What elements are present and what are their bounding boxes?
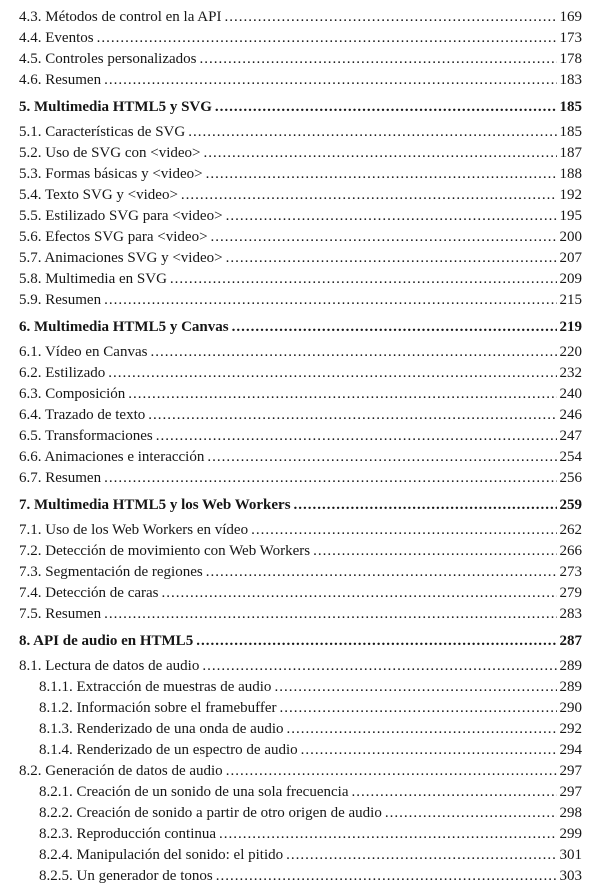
toc-list [19, 7, 582, 887]
toc-entry [19, 495, 582, 516]
toc-entry-label: 5.2. Uso de SVG con <video> [19, 145, 201, 161]
toc-page-number: 273 [559, 564, 582, 580]
toc-page-number: 183 [559, 72, 582, 88]
toc-entry-label: 5. Multimedia HTML5 y SVG [19, 99, 212, 115]
toc-entry [19, 447, 582, 468]
toc-dot-leader [181, 185, 557, 206]
toc-dot-leader [251, 520, 556, 541]
toc-entry-label: 8.2. Generación de datos de audio [19, 763, 223, 779]
toc-entry-label: 8.2.3. Reproducción continua [39, 826, 217, 842]
toc-page-number: 289 [559, 658, 582, 674]
toc-dot-leader [313, 541, 556, 562]
toc-entry-label: 5.5. Estilizado SVG para <video> [19, 208, 223, 224]
toc-page-number: 287 [559, 633, 582, 649]
toc-entry [19, 97, 582, 118]
toc-entry-label: 7. Multimedia HTML5 y los Web Workers [19, 497, 291, 513]
toc-dot-leader [206, 164, 557, 185]
toc-page-number: 178 [559, 51, 582, 67]
toc-page-number: 292 [559, 721, 582, 737]
toc-entry-label: 6.5. Transformaciones [19, 428, 153, 444]
toc-entry [19, 656, 582, 677]
toc-dot-leader [204, 143, 557, 164]
toc-entry [19, 782, 582, 803]
toc-entry-label: 5.4. Texto SVG y <video> [19, 187, 178, 203]
toc-entry [19, 143, 582, 164]
toc-dot-leader [286, 845, 556, 866]
toc-entry-label: 5.7. Animaciones SVG y <video> [19, 250, 223, 266]
toc-entry [19, 70, 582, 91]
toc-entry [19, 761, 582, 782]
toc-dot-leader [97, 28, 557, 49]
toc-page-number: 279 [559, 585, 582, 601]
toc-page-number: 232 [559, 365, 582, 381]
toc-page-number: 294 [559, 742, 582, 758]
toc-entry-label: 5.9. Resumen [19, 292, 102, 308]
toc-page-number: 247 [559, 428, 582, 444]
toc-page-number: 283 [559, 606, 582, 622]
toc-dot-leader [274, 677, 556, 698]
toc-entry-label: 8.2.1. Creación de un sonido de una sola frecuencia [39, 784, 349, 800]
toc-dot-leader [128, 384, 556, 405]
toc-dot-leader [148, 405, 556, 426]
toc-entry-label: 8.1.2. Información sobre el framebuffer [39, 700, 277, 716]
toc-entry [19, 845, 582, 866]
toc-page-number: 207 [559, 250, 582, 266]
toc-entry-label: 7.4. Detección de caras [19, 585, 159, 601]
toc-entry [19, 384, 582, 405]
toc-entry [19, 426, 582, 447]
toc-entry-label: 8.1. Lectura de datos de audio [19, 658, 200, 674]
toc-entry [19, 342, 582, 363]
toc-entry [19, 541, 582, 562]
toc-page-number: 301 [559, 847, 582, 863]
toc-page-number: 262 [559, 522, 582, 538]
toc-entry [19, 631, 582, 652]
toc-page-number: 297 [559, 784, 582, 800]
toc-page-number: 297 [559, 763, 582, 779]
toc-entry-label: 8.2.2. Creación de sonido a partir de otro origen de audio [39, 805, 382, 821]
toc-entry-label: 8.2.5. Un generador de tonos [39, 868, 213, 884]
toc-page-number: 246 [559, 407, 582, 423]
toc-page-number: 299 [559, 826, 582, 842]
toc-dot-leader [104, 468, 556, 489]
toc-entry [19, 468, 582, 489]
toc-dot-leader [202, 656, 556, 677]
toc-dot-leader [162, 583, 557, 604]
toc-entry [19, 740, 582, 761]
toc-entry [19, 206, 582, 227]
toc-entry [19, 677, 582, 698]
toc-entry [19, 164, 582, 185]
toc-entry-label: 5.8. Multimedia en SVG [19, 271, 167, 287]
toc-dot-leader [104, 290, 556, 311]
toc-page-number: 209 [559, 271, 582, 287]
toc-page-number: 169 [559, 9, 582, 25]
toc-page-number: 173 [559, 30, 582, 46]
toc-dot-leader [207, 447, 556, 468]
toc-entry [19, 405, 582, 426]
toc-entry [19, 122, 582, 143]
toc-dot-leader [196, 631, 556, 652]
toc-entry [19, 269, 582, 290]
toc-entry [19, 698, 582, 719]
toc-page-number: 240 [559, 386, 582, 402]
toc-dot-leader [301, 740, 557, 761]
toc-page-number: 254 [559, 449, 582, 465]
toc-entry-label: 8. API de audio en HTML5 [19, 633, 194, 649]
toc-entry-label: 6.7. Resumen [19, 470, 102, 486]
toc-dot-leader [226, 248, 557, 269]
toc-dot-leader [156, 426, 557, 447]
toc-entry-label: 6.3. Composición [19, 386, 126, 402]
toc-entry [19, 28, 582, 49]
toc-dot-leader [232, 317, 557, 338]
toc-page-number: 188 [559, 166, 582, 182]
toc-dot-leader [226, 206, 557, 227]
toc-page-number: 259 [559, 497, 582, 513]
toc-dot-leader [199, 49, 556, 70]
toc-entry [19, 7, 582, 28]
toc-page-number: 185 [559, 124, 582, 140]
toc-dot-leader [219, 824, 556, 845]
toc-entry [19, 49, 582, 70]
toc-entry-label: 6.1. Vídeo en Canvas [19, 344, 148, 360]
toc-page-number: 290 [559, 700, 582, 716]
toc-dot-leader [224, 7, 556, 28]
toc-entry [19, 803, 582, 824]
toc-page-number: 298 [559, 805, 582, 821]
toc-page-number: 266 [559, 543, 582, 559]
toc-entry-label: 7.5. Resumen [19, 606, 102, 622]
toc-entry-label: 5.6. Efectos SVG para <video> [19, 229, 208, 245]
toc-page-number: 289 [559, 679, 582, 695]
toc-entry-label: 4.3. Métodos de control en la API [19, 9, 222, 25]
toc-dot-leader [215, 97, 557, 118]
toc-page-number: 220 [559, 344, 582, 360]
toc-dot-leader [104, 70, 556, 91]
toc-entry-label: 6.6. Animaciones e interacción [19, 449, 205, 465]
toc-entry-label: 8.1.4. Renderizado de un espectro de audio [39, 742, 298, 758]
toc-entry-label: 7.2. Detección de movimiento con Web Workers [19, 543, 311, 559]
toc-entry-label: 4.6. Resumen [19, 72, 102, 88]
toc-entry [19, 866, 582, 887]
toc-page-number: 195 [559, 208, 582, 224]
toc-entry [19, 317, 582, 338]
toc-entry-label: 6.2. Estilizado [19, 365, 106, 381]
toc-dot-leader [351, 782, 556, 803]
toc-entry-label: 8.1.1. Extracción de muestras de audio [39, 679, 272, 695]
toc-page-number: 187 [559, 145, 582, 161]
toc-dot-leader [108, 363, 556, 384]
toc-dot-leader [226, 761, 557, 782]
toc-entry-label: 5.3. Formas básicas y <video> [19, 166, 203, 182]
toc-entry [19, 290, 582, 311]
toc-dot-leader [206, 562, 557, 583]
toc-entry-label: 4.5. Controles personalizados [19, 51, 197, 67]
toc-dot-leader [385, 803, 557, 824]
toc-dot-leader [216, 866, 557, 887]
toc-entry [19, 562, 582, 583]
toc-dot-leader [287, 719, 557, 740]
toc-entry [19, 248, 582, 269]
toc-page-number: 200 [559, 229, 582, 245]
toc-page-number: 185 [559, 99, 582, 115]
toc-dot-leader [170, 269, 557, 290]
toc-entry-label: 8.1.3. Renderizado de una onda de audio [39, 721, 284, 737]
toc-entry [19, 227, 582, 248]
toc-entry-label: 5.1. Características de SVG [19, 124, 186, 140]
toc-entry [19, 185, 582, 206]
toc-entry-label: 6.4. Trazado de texto [19, 407, 146, 423]
toc-page-number: 219 [559, 319, 582, 335]
toc-page-number: 256 [559, 470, 582, 486]
toc-entry-label: 4.4. Eventos [19, 30, 94, 46]
toc-dot-leader [294, 495, 557, 516]
toc-entry [19, 583, 582, 604]
toc-entry-label: 7.3. Segmentación de regiones [19, 564, 203, 580]
toc-entry-label: 6. Multimedia HTML5 y Canvas [19, 319, 229, 335]
toc-entry [19, 604, 582, 625]
toc-entry [19, 520, 582, 541]
toc-dot-leader [211, 227, 557, 248]
toc-dot-leader [280, 698, 557, 719]
toc-dot-leader [150, 342, 556, 363]
toc-entry [19, 824, 582, 845]
toc-entry [19, 363, 582, 384]
toc-entry [19, 719, 582, 740]
toc-entry-label: 8.2.4. Manipulación del sonido: el pitido [39, 847, 284, 863]
toc-page-number: 192 [559, 187, 582, 203]
toc-dot-leader [104, 604, 556, 625]
toc-page-number: 303 [559, 868, 582, 884]
toc-entry-label: 7.1. Uso de los Web Workers en vídeo [19, 522, 249, 538]
toc-dot-leader [188, 122, 556, 143]
toc-page-number: 215 [559, 292, 582, 308]
